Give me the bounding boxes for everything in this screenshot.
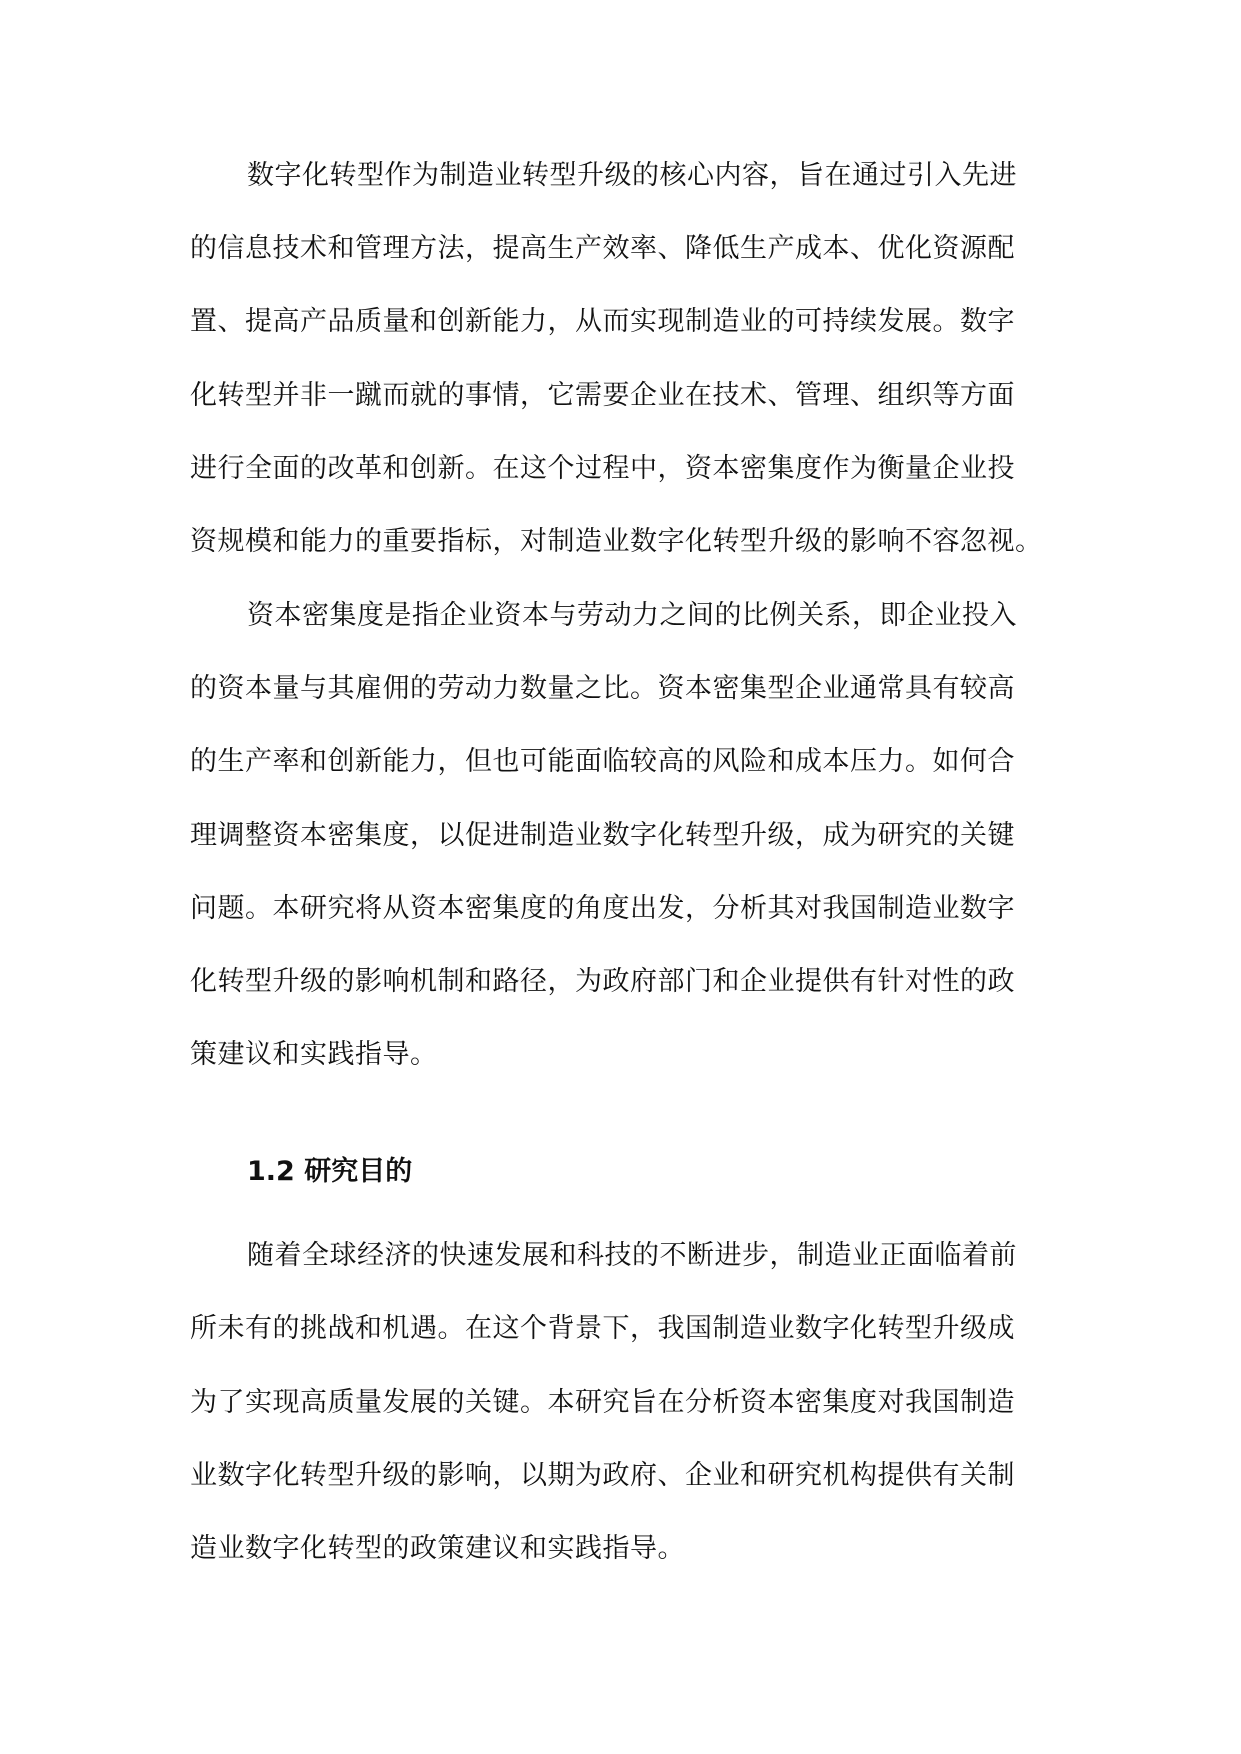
section-heading: 1.2 研究目的: [247, 1156, 413, 1187]
paragraph-1-line-4: 化转型并非一蹴而就的事情，它需要企业在技术、管理、组织等方面: [190, 380, 1015, 411]
paragraph-1-line-1: 数字化转型作为制造业转型升级的核心内容，旨在通过引入先进: [247, 160, 1017, 191]
paragraph-2-line-7: 策建议和实践指导。: [190, 1039, 438, 1070]
paragraph-1-line-3: 置、提高产品质量和创新能力，从而实现制造业的可持续发展。数字: [190, 306, 1015, 337]
paragraph-1-line-6: 资规模和能力的重要指标，对制造业数字化转型升级的影响不容忽视。: [190, 526, 1043, 557]
section-paragraph-line-3: 为了实现高质量发展的关键。本研究旨在分析资本密集度对我国制造: [190, 1387, 1015, 1418]
paragraph-1-line-5: 进行全面的改革和创新。在这个过程中，资本密集度作为衡量企业投: [190, 453, 1015, 484]
section-paragraph-line-2: 所未有的挑战和机遇。在这个背景下，我国制造业数字化转型升级成: [190, 1313, 1015, 1344]
paragraph-2-line-1: 资本密集度是指企业资本与劳动力之间的比例关系，即企业投入: [247, 600, 1017, 631]
paragraph-2-line-2: 的资本量与其雇佣的劳动力数量之比。资本密集型企业通常具有较高: [190, 673, 1015, 704]
paragraph-1-line-2: 的信息技术和管理方法，提高生产效率、降低生产成本、优化资源配: [190, 233, 1015, 264]
paragraph-2-line-5: 问题。本研究将从资本密集度的角度出发，分析其对我国制造业数字: [190, 893, 1015, 924]
paragraph-2-line-6: 化转型升级的影响机制和路径，为政府部门和企业提供有针对性的政: [190, 966, 1015, 997]
paragraph-2-line-3: 的生产率和创新能力，但也可能面临较高的风险和成本压力。如何合: [190, 746, 1015, 777]
section-paragraph-line-1: 随着全球经济的快速发展和科技的不断进步，制造业正面临着前: [247, 1240, 1017, 1271]
paragraph-2-line-4: 理调整资本密集度，以促进制造业数字化转型升级，成为研究的关键: [190, 820, 1015, 851]
section-paragraph-line-4: 业数字化转型升级的影响，以期为政府、企业和研究机构提供有关制: [190, 1460, 1015, 1491]
section-paragraph-line-5: 造业数字化转型的政策建议和实践指导。: [190, 1533, 685, 1564]
